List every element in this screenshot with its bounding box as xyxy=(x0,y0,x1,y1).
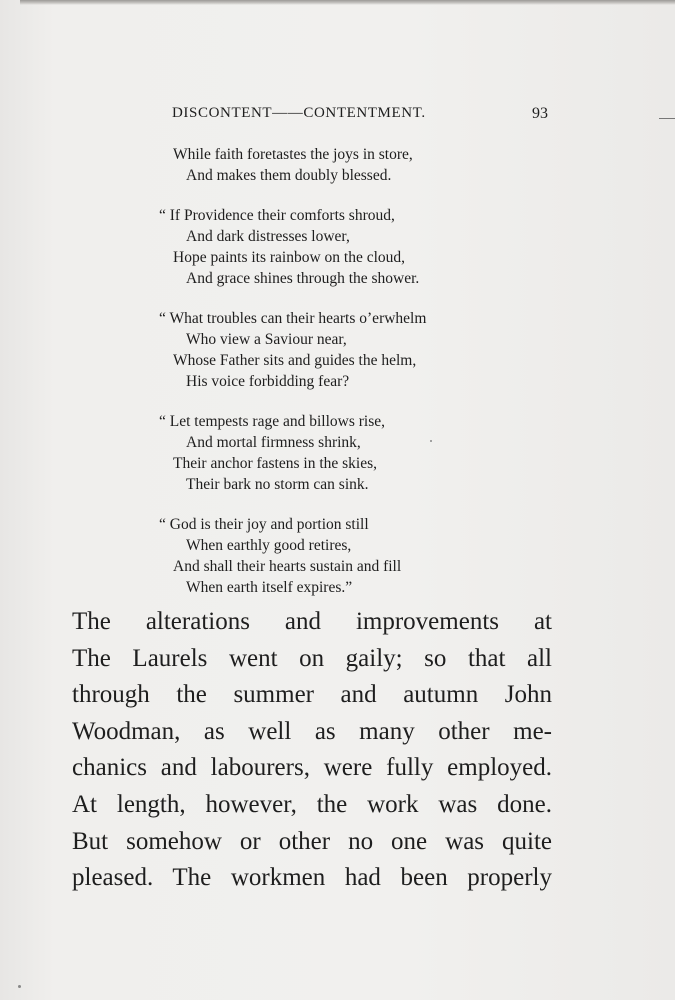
poem-line: “ God is their joy and portion still xyxy=(159,516,369,533)
page-header xyxy=(0,105,675,125)
prose-line: chanics and labourers, were fully employed. xyxy=(72,754,552,782)
stanza xyxy=(0,205,675,289)
poem-line: And grace shines through the shower. xyxy=(186,270,420,287)
poem-line: While faith foretastes the joys in store, xyxy=(173,146,413,163)
paper-speck xyxy=(430,440,432,442)
poem-line: “ If Providence their comforts shroud, xyxy=(159,207,395,224)
prose-line: pleased. The workmen had been properly xyxy=(72,864,552,892)
page-number: 93 xyxy=(532,105,548,122)
poem-line: Whose Father sits and guides the helm, xyxy=(173,352,417,369)
prose-line: through the summer and autumn John xyxy=(72,681,552,709)
poem-line: Their bark no storm can sink. xyxy=(186,476,369,493)
poem-line: Their anchor fastens in the skies, xyxy=(173,455,378,472)
poem-line: And makes them doubly blessed. xyxy=(186,167,392,184)
prose-line: The alterations and improvements at xyxy=(72,608,552,635)
poem-line: And shall their hearts sustain and fill xyxy=(173,558,402,575)
poem-line: “ Let tempests rage and billows rise, xyxy=(159,413,385,430)
poem-line: Who view a Saviour near, xyxy=(186,331,347,348)
stanza xyxy=(0,144,675,186)
prose-line: But somehow or other no one was quite xyxy=(72,827,552,855)
poem-line: When earth itself expires.” xyxy=(186,579,353,596)
poem xyxy=(0,144,675,617)
prose-line: At length, however, the work was done. xyxy=(72,790,552,818)
poem-line: “ What troubles can their hearts o’erwhelm xyxy=(159,310,427,327)
stanza xyxy=(0,514,675,598)
prose-paragraph xyxy=(72,604,552,897)
poem-line: His voice forbidding fear? xyxy=(186,373,350,390)
poem-line: And dark distresses lower, xyxy=(186,228,350,245)
top-edge-shadow xyxy=(20,0,675,5)
poem-line: When earthly good retires, xyxy=(186,537,352,554)
running-head: DISCONTENT——CONTENTMENT. xyxy=(172,105,426,121)
prose-line: Woodman, as well as many other me- xyxy=(72,717,552,745)
prose-line: The Laurels went on gaily; so that all xyxy=(72,644,552,672)
stanza xyxy=(0,411,675,495)
stanza xyxy=(0,308,675,392)
poem-line: And mortal firmness shrink, xyxy=(186,434,361,451)
poem-line: Hope paints its rainbow on the cloud, xyxy=(173,249,406,266)
paper-speck xyxy=(18,985,21,988)
